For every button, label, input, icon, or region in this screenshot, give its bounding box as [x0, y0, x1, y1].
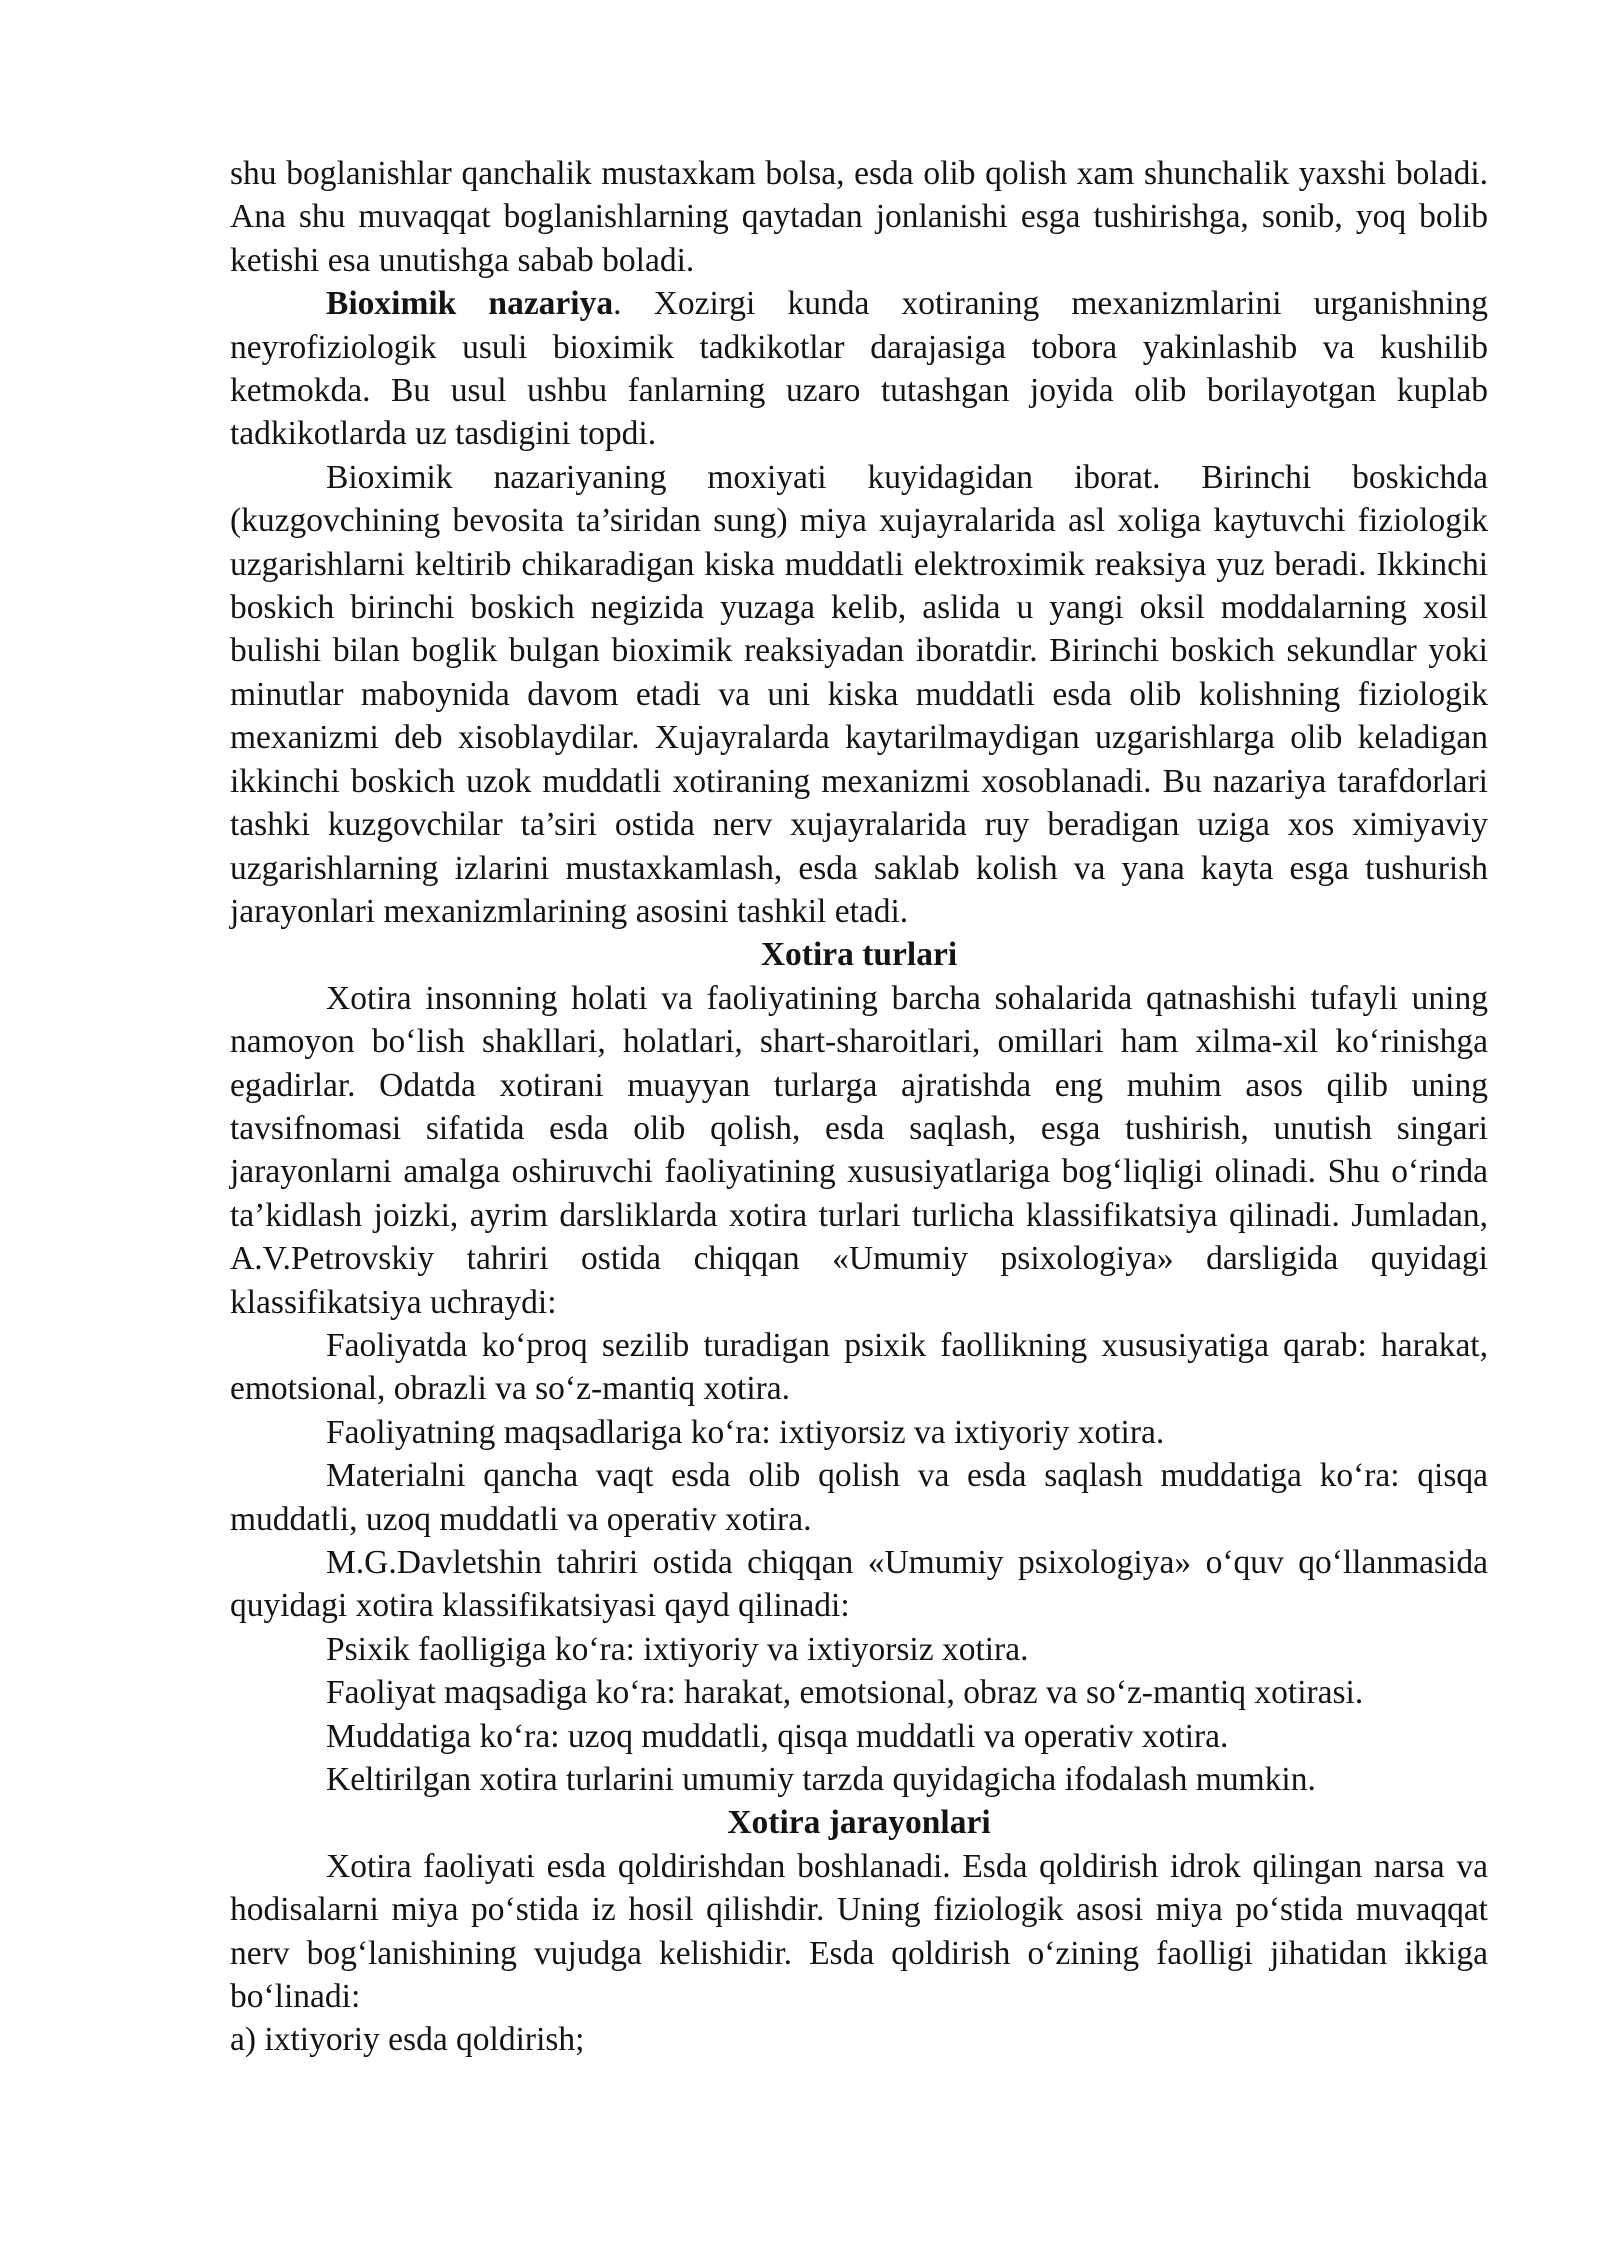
- paragraph: M.G.Davletshin tahriri ostida chiqqan «Umumiy psixologiya» o‘quv qo‘llanmasida quyidagi xotira klassifikatsiyasi qayd qilinadi:: [230, 1544, 1488, 1625]
- paragraph: [230, 282, 1488, 456]
- paragraph: Faoliyat maqsadiga ko‘ra: harakat, emotsional, obraz va so‘z-mantiq xotirasi.: [326, 1674, 1364, 1712]
- paragraph: Psixik faolligiga ko‘ra: ixtiyoriy va ixtiyorsiz xotira.: [326, 1630, 1029, 1668]
- paragraph: Materialni qancha vaqt esda olib qolish va esda saqlash muddatiga ko‘ra: qisqa muddatli, uzoq muddatli va operativ xotira.: [230, 1457, 1488, 1538]
- paragraph: Muddatiga ko‘ra: uzoq muddatli, qisqa muddatli va operativ xotira.: [326, 1717, 1229, 1755]
- paragraph: shu boglanishlar qanchalik mustaxkam bolsa, esda olib qolish xam shunchalik yaxshi boladi. Ana shu muvaqqat boglanishlarning qaytadan jonlanishi esga tushirishga, sonib, yoq bolib ketishi esa unutishga sabab boladi.: [230, 155, 1488, 279]
- paragraph: Keltirilgan xotira turlarini umumiy tarzda quyidagicha ifodalash mumkin.: [326, 1761, 1316, 1799]
- paragraph: Xotira insonning holati va faoliyatining barcha sohalarida qatnashishi tufayli uning namoyon bo‘lish shakllari, holatlari, shart-sharoitlari, omillari ham xilma-xil ko‘rinishga egadirlar. Odatda xotirani muayyan turlarga ajratishda eng muhim asos qilib uning tavsifnomasi sifatida esda olib qolish, esda saqlash, esga tushirish, unutish singari jarayonlarni amalga oshiruvchi faoliyatining xususiyatlariga bog‘liqligi olinadi. Shu o‘rinda ta’kidlash joizki, ayrim darsliklarda xotira turlari turlicha klassifikatsiya qilinadi. Jumladan, A.V.Petrovskiy tahriri ostida chiqqan «Umumiy psixologiya» darsligida quyidagi klassifikatsiya uchraydi:: [230, 979, 1488, 1321]
- document-page: [230, 152, 1488, 2062]
- section-heading: Xotira turlari: [760, 936, 958, 974]
- list-item: a) ixtiyoriy esda qoldirish;: [230, 2021, 585, 2059]
- paragraph-text: . Xozirgi kunda xotiraning mexanizmlarini urganishning neyrofiziologik usuli bioximik tadkikotlar darajasiga tobora yakinlashib va kushilib ketmokda. Bu usul ushbu fanlarning uzaro tutashgan joyida olib borilayotgan kuplab tadkikotlarda uz tasdigini topdi.: [230, 285, 1489, 453]
- paragraph-lead-term: Bioximik nazariya: [326, 285, 614, 323]
- paragraph: Faoliyatda ko‘proq sezilib turadigan psixik faollikning xususiyatiga qarab: harakat, emotsional, obrazli va so‘z-mantiq xotira.: [230, 1326, 1488, 1408]
- section-heading: Xotira jarayonlari: [727, 1804, 991, 1842]
- paragraph: Xotira faoliyati esda qoldirishdan boshlanadi. Esda qoldirish idrok qilingan narsa va hodisalarni miya po‘stida iz hosil qilishdir. Uning fiziologik asosi miya po‘stida muvaqqat nerv bog‘lanishining vujudga kelishidir. Esda qoldirish o‘zining faolligi jihatidan ikkiga bo‘linadi:: [230, 1847, 1488, 2016]
- paragraph: Faoliyatning maqsadlariga ko‘ra: ixtiyorsiz va ixtiyoriy xotira.: [326, 1413, 1165, 1451]
- paragraph: Bioximik nazariyaning moxiyati kuyidagidan iborat. Birinchi boskichda (kuzgovchining bevosita ta’siridan sung) miya xujayralarida asl xoliga kaytuvchi fiziologik uzgarishlarni keltirib chikaradigan kiska muddatli elektroximik reaksiya yuz beradi. Ikkinchi boskich birinchi boskich negizida yuzaga kelib, aslida u yangi oksil moddalarning xosil bulishi bilan boglik bulgan bioximik reaksiyadan iboratdir. Birinchi boskich sekundlar yoki minutlar maboynida davom etadi va uni kiska muddatli esda olib kolishning fiziologik mexanizmi deb xisoblaydilar. Xujayralarda kaytarilmaydigan uzgarishlarga olib keladigan ikkinchi boskich uzok muddatli xotiraning mexanizmi xosoblanadi. Bu nazariya tarafdorlari tashki kuzgovchilar ta’siri ostida nerv xujayralarida ruy beradigan uziga xos ximiyaviy uzgarishlarning izlarini mustaxkamlash, esda saklab kolish va yana kayta esga tushurish jarayonlari mexanizmlarining asosini tashkil etadi.: [230, 458, 1488, 930]
